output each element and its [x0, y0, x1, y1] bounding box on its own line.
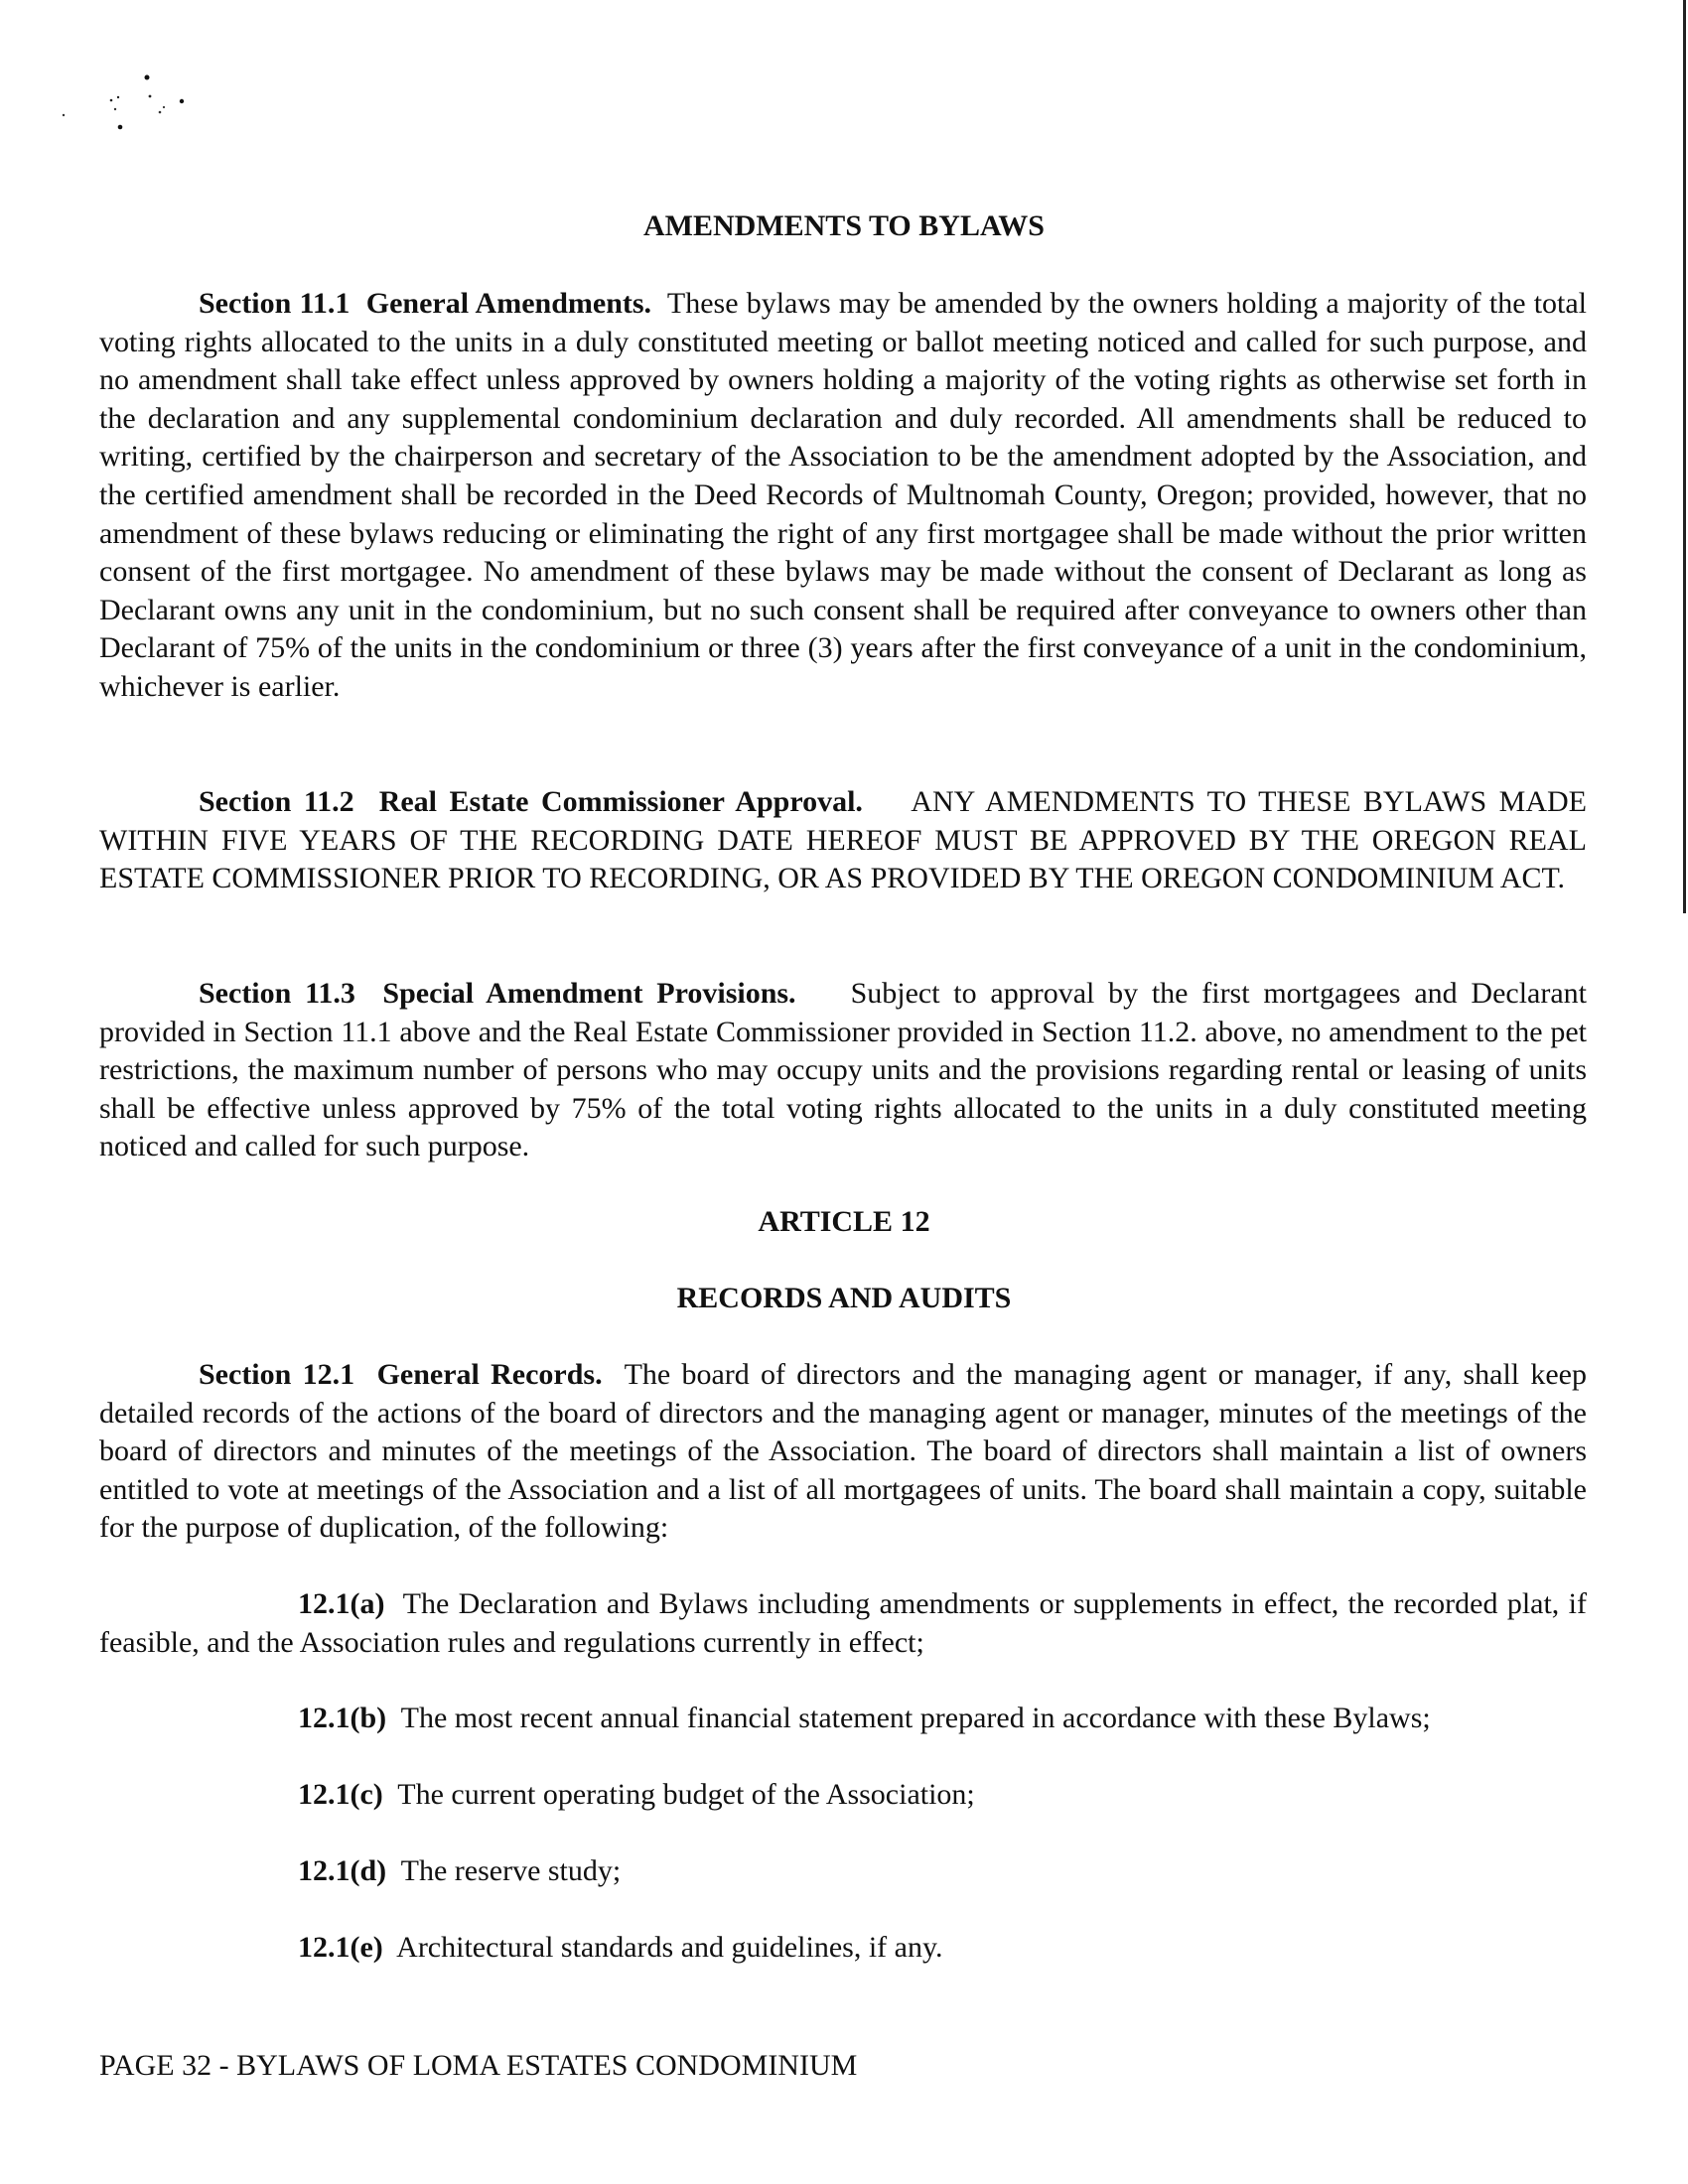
- list-item-12-1-e-num: 12.1(e): [298, 1931, 383, 1964]
- section-11-2-label: Section 11.2: [199, 785, 354, 818]
- list-item-12-1-a-text: The Declaration and Bylaws including amendments or supplements in effect, the recorded plat, if feasible, and the Association rules and regulations currently in effect;: [99, 1587, 1587, 1659]
- section-11-1-title: General Amendments.: [365, 287, 652, 320]
- section-11-1: [99, 285, 1587, 707]
- section-12-1: [99, 1356, 1587, 1548]
- section-11-3: [99, 975, 1587, 1166]
- scan-edge-line: [1683, 0, 1686, 913]
- list-item-12-1-b-text: The most recent annual financial statement prepared in accordance with these Bylaws;: [400, 1702, 1431, 1734]
- section-11-2-title: Real Estate Commissioner Approval.: [378, 785, 863, 818]
- section-11-2-text: ANY AMENDMENTS TO THESE BYLAWS MADE WITHIN FIVE YEARS OF THE RECORDING DATE HEREOF MUST BE APPROVED BY THE OREGON REAL ESTATE COMMISSIONER PRIOR TO RECORDING, OR AS PROVIDED BY THE OREGON CONDOMINIUM ACT.: [99, 785, 1587, 895]
- list-item-12-1-a-num: 12.1(a): [298, 1587, 385, 1620]
- heading-article-12: ARTICLE 12: [758, 1205, 930, 1238]
- list-item-12-1-d: [298, 1852, 621, 1890]
- section-12-1-label: Section 12.1: [199, 1358, 355, 1391]
- section-11-3-label: Section 11.3: [199, 977, 355, 1010]
- section-11-1-text: These bylaws may be amended by the owners holding a majority of the total voting rights allocated to the units in a duly constituted meeting or ballot meeting noticed and called for such purpose, and no amendment shall take effect unless approved by owners holding a majority of the voting rights as otherwise set forth in the declaration and any supplemental condominium declaration and duly recorded. All amendments shall be reduced to writing, certified by the chairperson and secretary of the Association to be the amendment adopted by the Association, and the certified amendment shall be recorded in the Deed Records of Multnomah County, Oregon; provided, however, that no amendment of these bylaws reducing or eliminating the right of any first mortgagee shall be made without the prior written consent of the first mortgagee. No amendment of these bylaws may be made without the consent of Declarant as long as Declarant owns any unit in the condominium, but no such consent shall be required after conveyance to owners other than Declarant of 75% of the units in the condominium or three (3) years after the first conveyance of a unit in the condominium, whichever is earlier.: [99, 287, 1588, 703]
- list-item-12-1-c-num: 12.1(c): [298, 1778, 383, 1811]
- section-12-1-title: General Records.: [376, 1358, 603, 1391]
- section-11-3-text: Subject to approval by the first mortgagees and Declarant provided in Section 11.1 above and the Real Estate Commissioner provided in Section 11.2. above, no amendment to the pet restrictions, the maximum number of persons who may occupy units and the provisions regarding rental or leasing of units shall be effective unless approved by 75% of the total voting rights allocated to the units in a duly constituted meeting noticed and called for such purpose.: [99, 977, 1587, 1163]
- list-item-12-1-e: [298, 1929, 943, 1967]
- list-item-12-1-b-num: 12.1(b): [298, 1702, 387, 1734]
- list-item-12-1-c: [298, 1776, 975, 1814]
- section-11-1-label: Section 11.1: [199, 287, 351, 320]
- list-item-12-1-a: [99, 1585, 1587, 1662]
- page-footer: PAGE 32 - BYLAWS OF LOMA ESTATES CONDOMINIUM: [99, 2049, 858, 2082]
- list-item-12-1-c-text: The current operating budget of the Association;: [397, 1778, 975, 1811]
- list-item-12-1-d-text: The reserve study;: [400, 1854, 622, 1887]
- heading-amendments: AMENDMENTS TO BYLAWS: [643, 209, 1045, 242]
- list-item-12-1-b: [298, 1700, 1431, 1737]
- section-12-1-text: The board of directors and the managing agent or manager, if any, shall keep detailed records of the actions of the board of directors and the managing agent or manager, minutes of the meetings of the board of directors and minutes of the meetings of the Association. The board of directors shall maintain a list of owners entitled to vote at meetings of the Association and a list of all mortgagees of units. The board shall maintain a copy, suitable for the purpose of duplication, of the following:: [99, 1358, 1587, 1545]
- scan-specks: [50, 69, 248, 169]
- heading-records-audits: RECORDS AND AUDITS: [676, 1282, 1012, 1314]
- section-11-2: [99, 783, 1587, 898]
- list-item-12-1-e-text: Architectural standards and guidelines, if any.: [396, 1931, 943, 1964]
- list-item-12-1-d-num: 12.1(d): [298, 1854, 387, 1887]
- section-11-3-title: Special Amendment Provisions.: [382, 977, 796, 1010]
